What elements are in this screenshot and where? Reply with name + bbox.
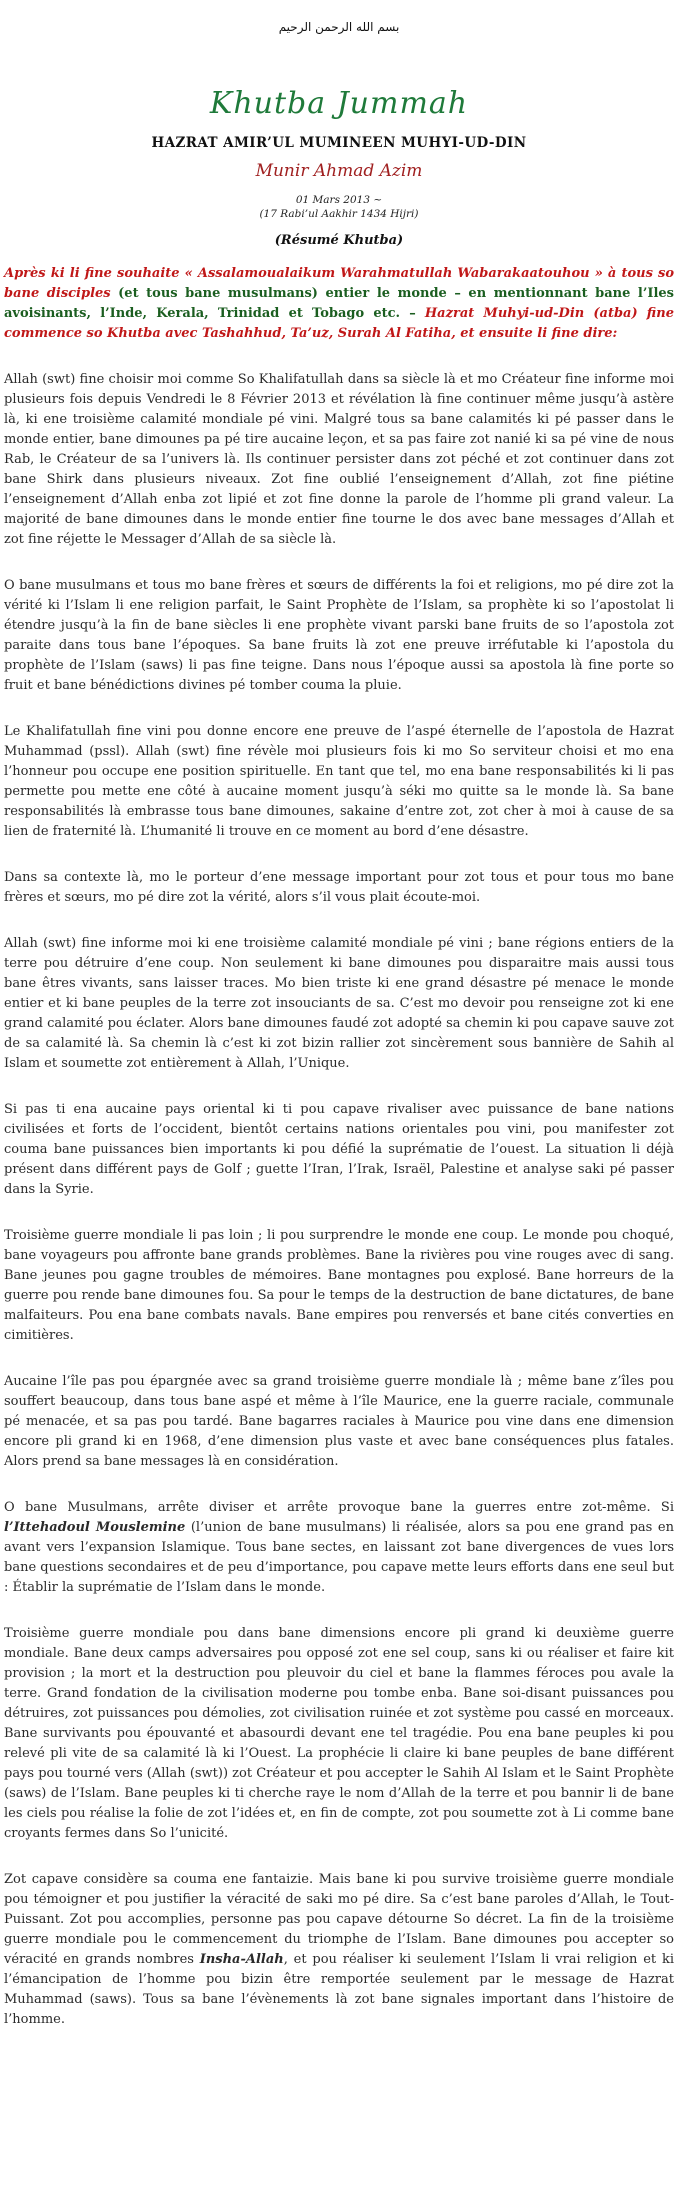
body-paragraph: Allah (swt) fine informe moi ki ene troisième calamité mondiale pé vini ; bane régions entiers de la terre pou détruire d’ene coup. Non seulement ki bane dimounes pou disparaitre mais aussi tous bane êtres vivants, sans laisser traces. Mo bien triste ki ene grand désastre pé menace le monde entier et ki bane peuples de la terre zot insouciants de sa. C’est mo devoir pou renseigne zot ki ene grand calamité pou éclater. Alors bane dimounes faudé zot adopté sa chemin ki pou capave sauve zot de sa calamité là. Sa chemin là c’est ki zot bizin rallier zot sincèrement sous bannière de Sahih al Islam et soumette zot entièrement à Allah, l’Unique. [4,936,674,1071]
body-paragraph: Allah (swt) fine choisir moi comme So Khalifatullah dans sa siècle là et mo Créateur fine informe moi plusieurs fois depuis Vendredi le 8 Février 2013 et révélation là fine continuer même jusqu’à astère là, ki ene troisième calamité mondiale pé vini. Malgré tous sa bane calamités ki pé passer dans le monde entier, bane dimounes pa pé tire aucaine leçon, et sa pas faire zot nanié ki sa pé vine de nous Rab, le Créateur de sa l’univers là. Ils continuer persister dans zot péché et zot continuer dans zot bane Shirk dans plusieurs niveaux. Zot fine oublié l’enseignement d’Allah, zot fine piétine l’enseignement d’Allah enba zot lipié et zot fine donne la parole de l’homme pli grand valeur. La majorité de bane dimounes dans le monde entier fine tourne le dos avec bane messages d’Allah et zot fine réjette le Messager d’Allah de sa siècle là. [4,372,674,547]
date-hijri: (17 Rabi’ul Aakhir 1434 Hijri) [259,208,419,220]
paragraph-text: O bane Musulmans, arrête diviser et arrête provoque bane la guerres entre zot-même. Si [4,1500,674,1515]
document-page [0,20,678,2030]
speaker-name: HAZRAT AMIR’UL MUMINEEN MUHYI-UD-DIN [151,135,527,151]
emphasis-term: l’Ittehadoul Mouslemine [4,1520,186,1535]
summary-label: (Résumé Khutba) [274,233,404,248]
intro-opening: Hazrat Muhyi-ud-Din (atba) fine commence so Khutba avec Tashahhud, Ta’uz, Surah Al Fatiha, et ensuite li fine dire: [4,306,674,341]
intro-greeting: Après ki li fine souhaite « Assalamoualaikum Warahmatullah Wabarakaatouhou » à tous so bane disciples [4,266,674,301]
bismillah-heading: بسم الله الرحمن الرحيم [278,20,400,34]
body-paragraph: Aucaine l’île pas pou épargnée avec sa grand troisième guerre mondiale là ; même bane z’îles pou souffert beaucoup, dans tous bane aspé et même à l’île Maurice, ene la guerre raciale, communale pé menacée, et sa pas pou tardé. Bane bagarres raciales à Maurice pou vine dans ene dimension encore pli grand ki en 1968, d’ene dimension plus vaste et avec bane conséquences plus fatales. Alors prend sa bane messages là en considération. [4,1374,674,1469]
body-paragraph [4,1498,674,1598]
paragraph-text: , et pou réaliser ki seulement l’Islam li vrai religion et ki l’émancipation de l’homme pou bizin être remportée seulement par le message de Hazrat Muhammad (saws). Tous sa bane l’évènements là zot bane signales important dans l’histoire de l’homme. [4,1952,674,2027]
date-block [4,193,674,221]
body-paragraph: Dans sa contexte là, mo le porteur d’ene message important pour zot tous et pour tous mo bane frères et sœurs, mo pé dire zot la vérité, alors s’il vous plait écoute-moi. [4,870,674,905]
emphasis-term: Insha-Allah [199,1952,284,1967]
body-paragraph [4,1870,674,2030]
body-paragraph: O bane musulmans et tous mo bane frères et sœurs de différents la foi et religions, mo pé dire zot la vérité ki l’Islam li ene religion parfait, le Saint Prophète de l’Islam, sa prophète ki so l’apostolat li étendre jusqu’à la fin de bane siècles li ene prophète vivant parski bane fruits de so l’apostola zot paraite dans tous bane l’époques. Sa bane fruits là zot ene preuve irréfutable ki l’apostola du prophète de l’Islam (saws) li pas fine teigne. Dans nous l’époque aussi sa apostola là fine porte so fruit et bane bénédictions divines pé tomber couma la pluie. [4,578,674,693]
intro-mentions: (et tous bane musulmans) entier le monde – en mentionnant bane l’Iles avoisinants, l’Inde, Kerala, Trinidad et Tobago etc. – [4,286,674,321]
body-paragraph: Le Khalifatullah fine vini pou donne encore ene preuve de l’aspé éternelle de l’apostola de Hazrat Muhammad (pssl). Allah (swt) fine révèle moi plusieurs fois ki mo So serviteur choisi et mo ena l’honneur pou occupe ene position spirituelle. En tant que tel, mo ena bane responsabilités ki li pas permette pou mette ene côté à aucaine moment jusqu’à séki mo quitte sa le monde là. Sa bane responsabilités là embrasse tous bane dimounes, sakaine d’entre zot, zot cher à moi à cause de sa lien de fraternité là. L’humanité li trouve en ce moment au bord d’ene désastre. [4,724,674,839]
paragraph-text: (l’union de bane musulmans) li réalisée, alors sa pou ene grand pas en avant vers l’expansion Islamique. Tous bane sectes, en laissant zot bane divergences de vues lors bane questions secondaires et de peu d’importance, pou capave mette leurs efforts dans ene seul but : Établir la suprématie de l’Islam dans le monde. [4,1520,674,1595]
body-paragraph: Troisième guerre mondiale pou dans bane dimensions encore pli grand ki deuxième guerre mondiale. Bane deux camps adversaires pou opposé zot ene sel coup, sans ki ou réaliser et faire kit provision ; la mort et la destruction pou pleuvoir du ciel et bane la flammes féroces pou avale la terre. Grand fondation de la civilisation moderne pou tombe enba. Bane soi-disant puissances pou détruires, zot puissances pou démolies, zot civilisation ruinée et zot système pou cassé en morceaux. Bane survivants pou épouvanté et abasourdi devant ene tel tragédie. Pou ena bane peuples ki pou relevé pli vite de sa calamité là ki l’Ouest. La prophécie li claire ki bane peuples de bane différent pays pou tourné vers (Allah (swt)) zot Créateur et pou accepter le Sahih Al Islam et le Saint Prophète (saws) de l’Islam. Bane peuples ki ti cherche raye le nom d’Allah de la terre et pou bannir li de bane les ciels pou réalise la folie de zot l’idées et, en fin de compte, zot pou soumette zot à Li comme bane croyants fermes dans So l’unicité. [4,1626,674,1841]
date-gregorian: 01 Mars 2013 ~ [295,194,383,206]
paragraph-text: Zot capave considère sa couma ene fantaizie. Mais bane ki pou survive troisième guerre mondiale pou témoigner et pou justifier la véracité de saki mo pé dire. Sa c’est bane paroles d’Allah, le Tout-Puissant. Zot pou accomplies, personne pas pou capave détourne So décret. La fin de la troisième guerre mondiale pou le commencement du triomphe de l’Islam. Bane dimounes pou accepter so véracité en grands nombres [4,1872,674,1967]
page-title: Khutba Jummah [209,86,469,121]
body-paragraph: Si pas ti ena aucaine pays oriental ki ti pou capave rivaliser avec puissance de bane nations civilisées et forts de l’occident, bientôt certains nations orientales pou vini, pou manifester zot couma bane puissances bien importants ki pou défié la suprématie de l’ouest. La situation li déjà présent dans différent pays de Golf ; guette l’Iran, l’Irak, Israël, Palestine et analyse saki pé passer dans la Syrie. [4,1102,674,1197]
intro-paragraph [4,264,674,344]
author-name: Munir Ahmad Azim [255,161,423,181]
body-paragraph: Troisième guerre mondiale li pas loin ; li pou surprendre le monde ene coup. Le monde pou choqué, bane voyageurs pou affronte bane grands problèmes. Bane la rivières pou vine rouges avec di sang. Bane jeunes pou gagne troubles de mémoires. Bane montagnes pou explosé. Bane horreurs de la guerre pou rende bane dimounes fou. Sa pour le temps de la destruction de bane dictatures, de bane malfaiteurs. Pou ena bane combats navals. Bane empires pou renversés et bane cités converties en cimitières. [4,1228,674,1343]
